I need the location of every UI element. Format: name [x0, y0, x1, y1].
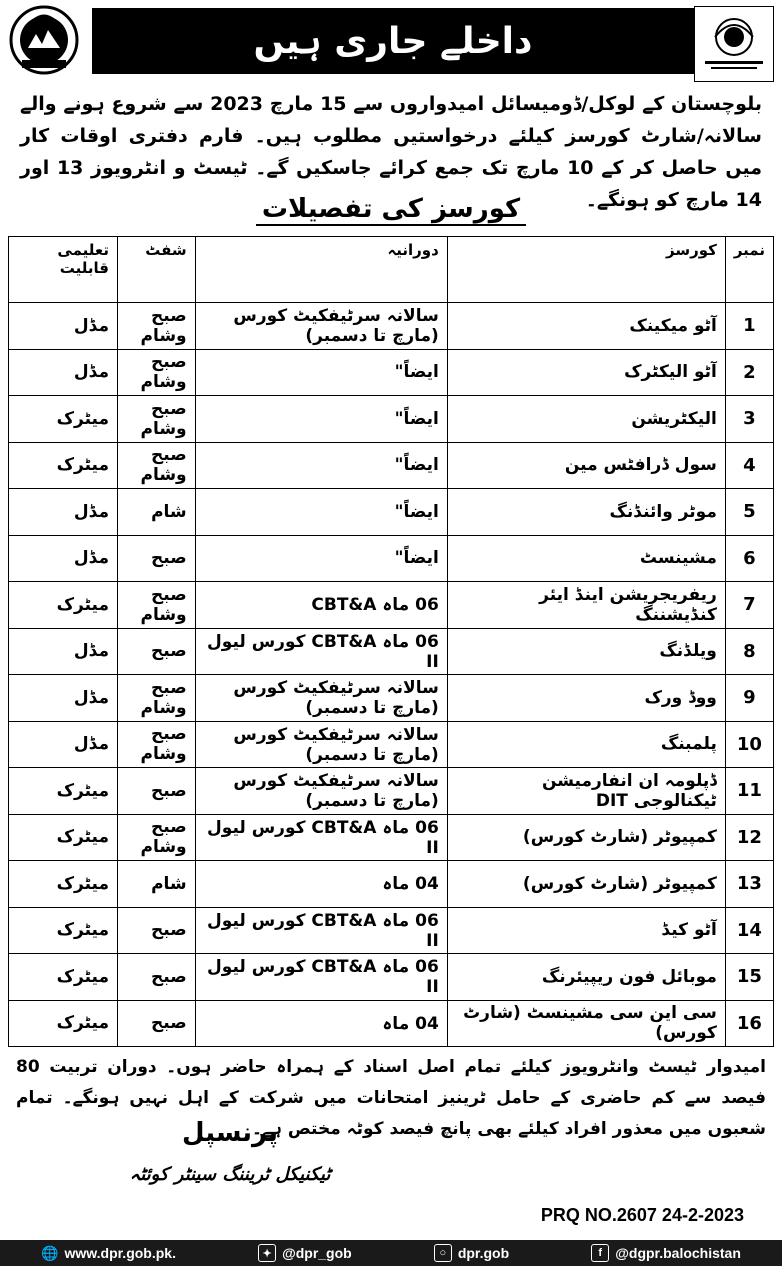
course-duration: 06 ماہ CBT&A کورس لیول II — [195, 954, 447, 1001]
course-qualification: میٹرک — [9, 954, 118, 1001]
facebook-item[interactable] — [591, 1244, 741, 1262]
course-number: 14 — [725, 907, 773, 954]
course-qualification: میٹرک — [9, 814, 118, 861]
course-name: سی این سی مشینسٹ (شارٹ کورس) — [447, 1000, 725, 1047]
course-number: 12 — [725, 814, 773, 861]
header-duration: دورانیہ — [195, 237, 447, 303]
principal-title: پرنسپل — [182, 1118, 278, 1148]
instagram-icon: ○ — [434, 1244, 452, 1262]
course-duration: ایضاً" — [195, 535, 447, 582]
table-row — [9, 442, 774, 489]
course-qualification: میٹرک — [9, 1000, 118, 1047]
course-shift: صبح وشام — [118, 442, 196, 489]
course-number: 13 — [725, 861, 773, 908]
footer-note: امیدوار ٹیسٹ وانٹرویوز کیلئے تمام اصل اسناد کے ہمراہ حاضر ہوں۔ دوران تربیت 80 فیصد سے کم حاضری کے حامل ٹرینیز امتحانات میں شرکت کے اہل نہیں ہونگے۔ تمام شعبوں میں معذور افراد کیلئے بھی پانچ فیصد کوٹہ مختص ہے۔ — [16, 1057, 766, 1139]
course-shift: صبح — [118, 628, 196, 675]
course-name: سول ڈرافٹس مین — [447, 442, 725, 489]
training-center-logo — [694, 6, 774, 82]
course-shift: صبح — [118, 954, 196, 1001]
course-qualification: مڈل — [9, 349, 118, 396]
header-course: کورسز — [447, 237, 725, 303]
table-row — [9, 489, 774, 536]
courses-table-title — [0, 194, 782, 224]
table-row — [9, 628, 774, 675]
table-row — [9, 675, 774, 722]
courses-table-title-text: کورسز کی تفصیلات — [256, 194, 526, 226]
twitter-icon: ✦ — [258, 1244, 276, 1262]
course-duration: ایضاً" — [195, 489, 447, 536]
course-name: ویلڈنگ — [447, 628, 725, 675]
course-name: آٹو الیکٹرک — [447, 349, 725, 396]
course-duration: 04 ماہ — [195, 861, 447, 908]
course-name: موبائل فون ریپیئرنگ — [447, 954, 725, 1001]
social-bar — [0, 1240, 782, 1266]
course-qualification: مڈل — [9, 489, 118, 536]
course-number: 3 — [725, 396, 773, 443]
course-name: موٹر وائنڈنگ — [447, 489, 725, 536]
course-duration: سالانہ سرٹیفکیٹ کورس (مارچ تا دسمبر) — [195, 303, 447, 350]
course-shift: صبح وشام — [118, 396, 196, 443]
table-row — [9, 582, 774, 629]
course-shift: صبح — [118, 1000, 196, 1047]
course-duration: ایضاً" — [195, 396, 447, 443]
course-number: 4 — [725, 442, 773, 489]
course-qualification: میٹرک — [9, 396, 118, 443]
intro-paragraph: بلوچستان کے لوکل/ڈومیسائل امیدواروں سے 15 مارچ 2023 سے شروع ہونے والے سالانہ/شارٹ کورسز کیلئے درخواستیں مطلوب ہیں۔ فارم دفتری اوقات کار میں حاصل کر کے 10 مارچ تک جمع کرائے جاسکیں گے۔ ٹیسٹ و انٹرویوز 13 اور 14 مارچ کو ہونگے۔ — [20, 93, 762, 211]
course-qualification: مڈل — [9, 303, 118, 350]
course-number: 7 — [725, 582, 773, 629]
table-row — [9, 861, 774, 908]
table-row — [9, 721, 774, 768]
table-row — [9, 349, 774, 396]
facebook-handle[interactable]: @dgpr.balochistan — [615, 1245, 741, 1261]
table-row — [9, 768, 774, 815]
course-shift: صبح — [118, 535, 196, 582]
course-name: ریفریجریشن اینڈ ایئر کنڈیشننگ — [447, 582, 725, 629]
course-name: مشینسٹ — [447, 535, 725, 582]
courses-table — [8, 236, 774, 1047]
course-name: پلمبنگ — [447, 721, 725, 768]
table-row — [9, 1000, 774, 1047]
course-shift: شام — [118, 489, 196, 536]
course-duration: 06 ماہ CBT&A کورس لیول II — [195, 814, 447, 861]
course-shift: شام — [118, 861, 196, 908]
header-shift: شفٹ — [118, 237, 196, 303]
website-item[interactable] — [41, 1245, 176, 1262]
course-number: 16 — [725, 1000, 773, 1047]
course-qualification: میٹرک — [9, 768, 118, 815]
course-number: 6 — [725, 535, 773, 582]
training-center-name: ٹیکنیکل ٹریننگ سینٹر کوئٹہ — [129, 1164, 331, 1185]
table-row — [9, 535, 774, 582]
course-shift: صبح — [118, 907, 196, 954]
course-duration: سالانہ سرٹیفکیٹ کورس (مارچ تا دسمبر) — [195, 768, 447, 815]
course-number: 10 — [725, 721, 773, 768]
course-shift: صبح وشام — [118, 303, 196, 350]
website-link[interactable]: www.dpr.gob.pk. — [64, 1245, 176, 1261]
admission-banner: داخلے جاری ہیں — [92, 8, 694, 74]
course-duration: سالانہ سرٹیفکیٹ کورس (مارچ تا دسمبر) — [195, 721, 447, 768]
course-number: 11 — [725, 768, 773, 815]
course-number: 8 — [725, 628, 773, 675]
course-name: الیکٹریشن — [447, 396, 725, 443]
course-qualification: میٹرک — [9, 582, 118, 629]
course-shift: صبح — [118, 768, 196, 815]
twitter-item[interactable] — [258, 1244, 352, 1262]
table-body — [9, 303, 774, 1047]
course-name: کمپیوٹر (شارٹ کورس) — [447, 861, 725, 908]
course-number: 2 — [725, 349, 773, 396]
course-shift: صبح وشام — [118, 349, 196, 396]
course-shift: صبح وشام — [118, 814, 196, 861]
course-qualification: میٹرک — [9, 442, 118, 489]
table-row — [9, 954, 774, 1001]
course-number: 5 — [725, 489, 773, 536]
course-duration: 04 ماہ — [195, 1000, 447, 1047]
course-qualification: مڈل — [9, 721, 118, 768]
table-row — [9, 907, 774, 954]
course-name: آٹو کیڈ — [447, 907, 725, 954]
course-duration: 06 ماہ CBT&A کورس لیول II — [195, 628, 447, 675]
course-duration: ایضاً" — [195, 442, 447, 489]
course-duration: 06 ماہ CBT&A — [195, 582, 447, 629]
table-header-row — [9, 237, 774, 303]
table-row — [9, 303, 774, 350]
instagram-item[interactable] — [434, 1244, 509, 1262]
course-name: ووڈ ورک — [447, 675, 725, 722]
instagram-handle[interactable]: dpr.gob — [457, 1245, 510, 1261]
header-qualification: تعلیمی قابلیت — [9, 237, 118, 303]
course-qualification: میٹرک — [9, 861, 118, 908]
course-number: 9 — [725, 675, 773, 722]
course-name: کمپیوٹر (شارٹ کورس) — [447, 814, 725, 861]
header — [8, 4, 774, 84]
course-qualification: مڈل — [9, 675, 118, 722]
course-shift: صبح وشام — [118, 675, 196, 722]
course-shift: صبح وشام — [118, 582, 196, 629]
course-name: آٹو میکینک — [447, 303, 725, 350]
globe-icon: 🌐 — [41, 1244, 59, 1261]
course-duration: سالانہ سرٹیفکیٹ کورس (مارچ تا دسمبر) — [195, 675, 447, 722]
course-duration: 06 ماہ CBT&A کورس لیول II — [195, 907, 447, 954]
twitter-handle[interactable]: @dpr_gob — [282, 1245, 352, 1261]
header-num: نمبر — [725, 237, 773, 303]
balochistan-emblem-logo — [8, 4, 80, 76]
course-number: 1 — [725, 303, 773, 350]
facebook-icon: f — [591, 1244, 609, 1262]
prq-number: PRQ NO.2607 24-2-2023 — [540, 1205, 744, 1225]
course-qualification: مڈل — [9, 535, 118, 582]
course-shift: صبح وشام — [118, 721, 196, 768]
table-row — [9, 814, 774, 861]
course-duration: ایضاً" — [195, 349, 447, 396]
table-row — [9, 396, 774, 443]
course-number: 15 — [725, 954, 773, 1001]
course-name: ڈپلومہ ان انفارمیشن ٹیکنالوجی DIT — [447, 768, 725, 815]
course-qualification: مڈل — [9, 628, 118, 675]
course-qualification: میٹرک — [9, 907, 118, 954]
